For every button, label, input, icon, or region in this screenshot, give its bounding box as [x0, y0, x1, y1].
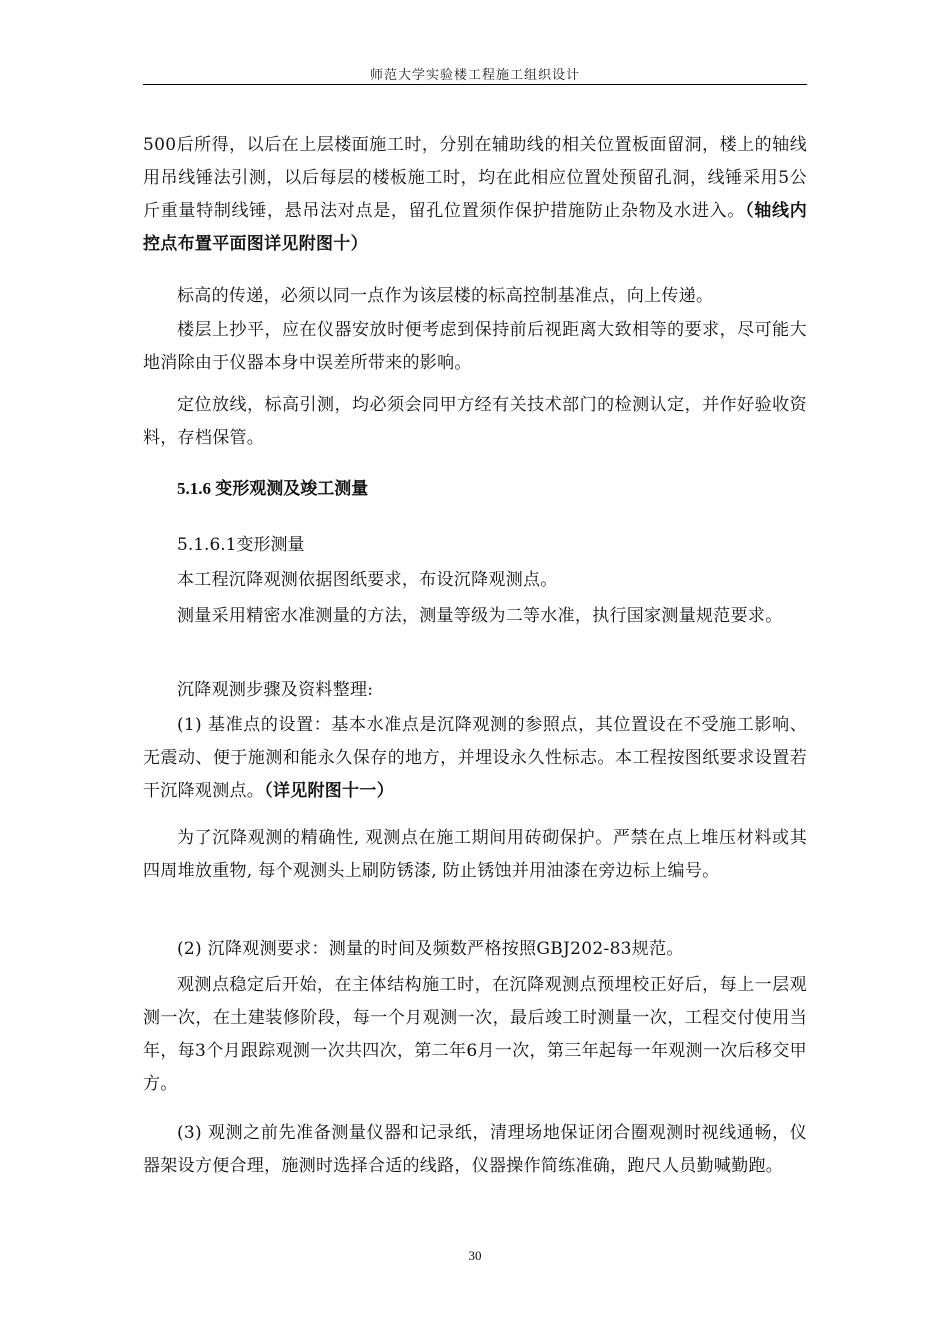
paragraph-benchmark-setup — [143, 709, 807, 808]
paragraph-observation-requirements: (2) 沉降观测要求：测量的时间及频数严格按照GBJ202-83规范。 — [177, 939, 684, 959]
paragraph-axis-transfer-text: 500后所得，以后在上层楼面施工时，分别在辅助线的相关位置板面留洞，楼上的轴线用吊线锤法引测，以后每层的楼板施工时，均在此相应位置处预留孔洞，线锤采用5公斤重量特制线锤，悬吊法对点是，留孔位置须作保护措施防止杂物及水进入。 — [143, 135, 807, 221]
page-header-title: 师范大学实验楼工程施工组织设计 — [369, 68, 580, 83]
paragraph-leveling-method: 测量采用精密水准测量的方法，测量等级为二等水准，执行国家测量规范要求。 — [177, 606, 783, 626]
paragraph-floor-leveling: 楼层上抄平，应在仪器安放时便考虑到保持前后视距离大致相等的要求，尽可能大地消除由于仪器本身中误差所带来的影响。 — [143, 320, 807, 373]
paragraph-point-protection: 为了沉降观测的精确性, 观测点在施工期间用砖砌保护。严禁在点上堆压材料或其四周堆放重物, 每个观测头上刷防锈漆, 防止锈蚀并用油漆在旁边标上编号。 — [143, 828, 807, 881]
header-divider — [143, 84, 807, 85]
paragraph-observation-steps: 沉降观测步骤及资料整理: — [177, 680, 374, 700]
benchmark-reference: （详见附图十一） — [264, 781, 395, 801]
paragraph-observation-preparation: (3) 观测之前先准备测量仪器和记录纸，清理场地保证闭合圈观测时视线通畅，仪器架设方便合理，施测时选择合适的线路，仪器操作简练准确，跑尺人员勤喊勤跑。 — [143, 1123, 807, 1176]
paragraph-benchmark-setup-text: (1) 基准点的设置：基本水准点是沉降观测的参照点，其位置设在不受施工影响、无震动、便于施测和能永久保存的地方，并埋设永久性标志。本工程按图纸要求设置若干沉降观测点。 — [143, 715, 807, 801]
page-number: 30 — [468, 1248, 482, 1263]
paragraph-settlement-points: 本工程沉降观测依据图纸要求，布设沉降观测点。 — [177, 570, 558, 590]
paragraph-elevation-transfer: 标高的传递，必须以同一点作为该层楼的标高控制基准点，向上传递。 — [177, 286, 714, 306]
paragraph-setout-acceptance: 定位放线，标高引测，均必须会同甲方经有关技术部门的检测认定，并作好验收资料，存档保管。 — [143, 395, 807, 448]
paragraph-axis-transfer — [143, 129, 807, 261]
paragraph-observation-schedule: 观测点稳定后开始，在主体结构施工时，在沉降观测点预埋校正好后，每上一层观测一次，在土建装修阶段，每一个月观测一次，最后竣工时测量一次，工程交付使用当年，每3个月跟踪观测一次共四次，第二年6月一次，第三年起每一年观测一次后移交甲方。 — [143, 975, 807, 1094]
subsection-heading: 5.1.6.1变形测量 — [177, 535, 305, 555]
axis-control-reference: （轴线内控点布置平面图详见附图十） — [143, 201, 808, 254]
section-heading: 5.1.6 变形观测及竣工测量 — [177, 479, 369, 498]
